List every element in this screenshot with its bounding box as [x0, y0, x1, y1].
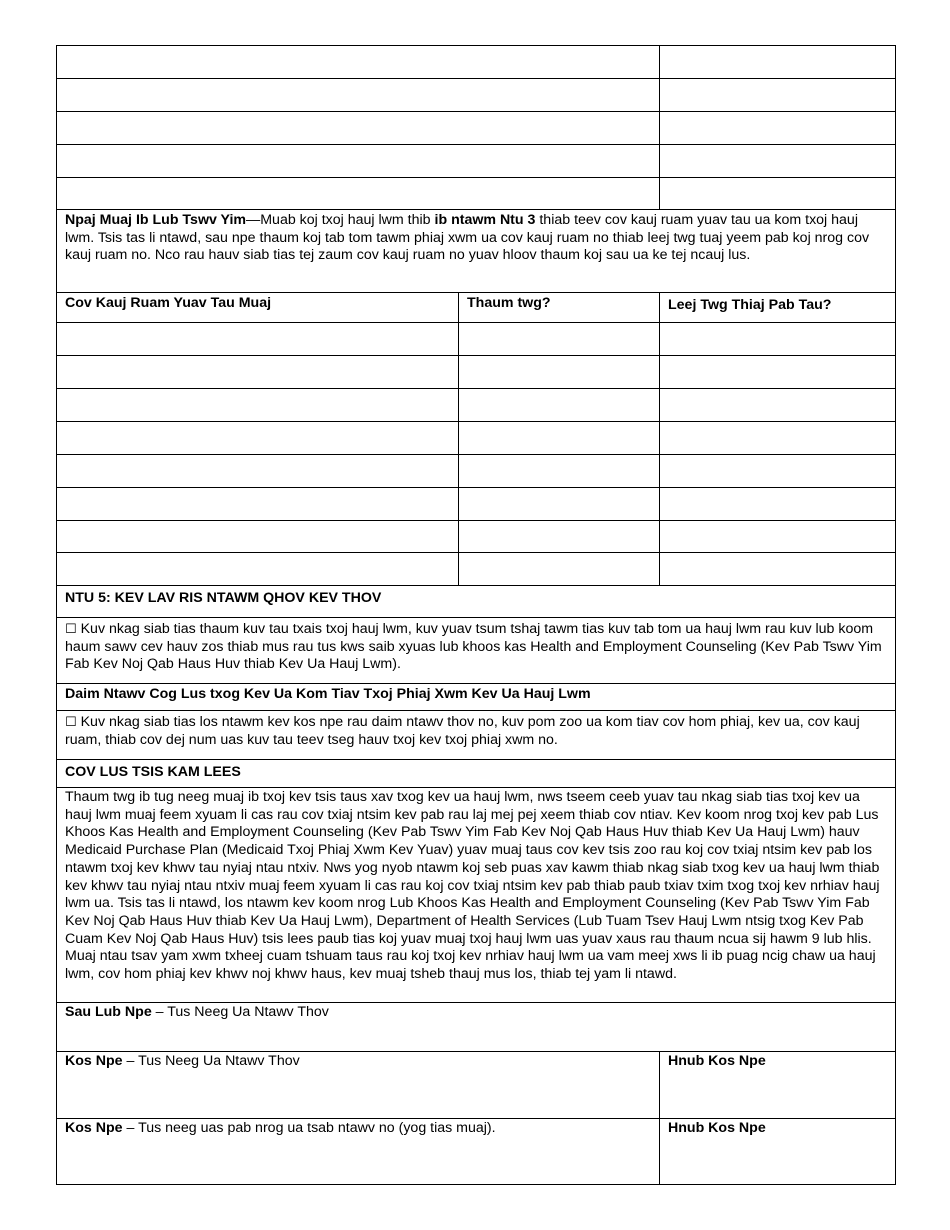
applicant-name-field[interactable]: [57, 1003, 896, 1052]
blank-cell[interactable]: [57, 46, 660, 79]
applicant-signature-label-bold: Kos Npe: [65, 1053, 123, 1069]
who-cell[interactable]: [660, 488, 896, 521]
step-row: [57, 389, 896, 422]
when-cell[interactable]: [459, 323, 660, 356]
form-page: [56, 45, 895, 1185]
section5-title: NTU 5: KEV LAV RIS NTAWM QHOV KEV THOV: [65, 590, 382, 606]
helper-date-label: Hnub Kos Npe: [668, 1120, 766, 1136]
section5-title-row: [57, 586, 896, 618]
when-cell[interactable]: [459, 521, 660, 553]
blank-row: [57, 178, 896, 210]
step-row: [57, 521, 896, 553]
step-cell[interactable]: [57, 323, 459, 356]
who-cell[interactable]: [660, 521, 896, 553]
applicant-name-label-bold: Sau Lub Npe: [65, 1004, 152, 1020]
who-cell[interactable]: [660, 323, 896, 356]
helper-signature-label-bold: Kos Npe: [65, 1120, 123, 1136]
checkbox-icon[interactable]: ☐: [65, 622, 77, 637]
section5-subtitle-row: [57, 684, 896, 711]
who-cell[interactable]: [660, 553, 896, 586]
blank-row: [57, 46, 896, 79]
helper-date-field[interactable]: [660, 1119, 896, 1185]
support-plan-text: thiab teev cov kauj ruam yuav tau ua kom txoj hauj lwm. Tsis tas li ntawd, sau npe thaum koj tab tom tawm phiaj xwm ua cov kauj ruam no thiab leej twg tuaj yeem pab koj nrog cov kauj ruam no. Nco rau hauv siab tias tej zaum cov kauj ruam no yuav hloov thaum koj sau ua ke tej ncauj lus.: [65, 212, 870, 264]
who-cell[interactable]: [660, 356, 896, 389]
applicant-signature-label: [57, 1052, 659, 1070]
section5-checkbox2-text-block: [57, 711, 895, 751]
support-plan-text: —Muab koj txoj hauj lwm thib: [246, 212, 435, 228]
when-cell[interactable]: [459, 488, 660, 521]
blank-cell[interactable]: [57, 112, 660, 145]
support-plan-title: Npaj Muaj Ib Lub Tswv Yim: [65, 212, 247, 228]
helper-signature-field[interactable]: [57, 1119, 660, 1185]
section5-checkbox1-text: Kuv nkag siab tias thaum kuv tau txais txoj hauj lwm, kuv yuav tsum tshaj tawm tias kuv tab tom ua hauj lwm rau kuv lub koom haum sawv cev hauv zos thiab mus rau tus kws saib xyuas lub khoos kas Health and Employment Counseling (Kev Pab Tswv Yim Fab Kev Noj Qab Haus Huv thiab Kev Ua Hauj Lwm).: [65, 621, 882, 673]
section5-subtitle: Daim Ntawv Cog Lus txog Kev Ua Kom Tiav Txoj Phiaj Xwm Kev Ua Hauj Lwm: [65, 686, 591, 702]
blank-cell[interactable]: [57, 145, 660, 178]
when-cell[interactable]: [459, 356, 660, 389]
step-cell[interactable]: [57, 389, 459, 422]
step-row: [57, 422, 896, 455]
steps-header-row: [57, 293, 896, 323]
col-header-when: Thaum twg?: [467, 295, 551, 311]
important-title: COV LUS TSIS KAM LEES: [65, 764, 241, 780]
step-cell[interactable]: [57, 553, 459, 586]
who-cell[interactable]: [660, 389, 896, 422]
section5-checkbox1-text-block: [57, 618, 895, 676]
blank-cell[interactable]: [660, 145, 896, 178]
support-plan-instructions: [57, 210, 895, 267]
step-row: [57, 553, 896, 586]
step-cell[interactable]: [57, 356, 459, 389]
step-cell[interactable]: [57, 488, 459, 521]
col-header-steps: Cov Kauj Ruam Yuav Tau Muaj: [65, 295, 272, 311]
applicant-date-field[interactable]: [660, 1052, 896, 1119]
applicant-name-label-rest: – Tus Neeg Ua Ntawv Thov: [151, 1004, 329, 1020]
blank-cell[interactable]: [660, 112, 896, 145]
blank-row: [57, 79, 896, 112]
who-cell[interactable]: [660, 422, 896, 455]
when-cell[interactable]: [459, 455, 660, 488]
section5-checkbox2-text: Kuv nkag siab tias los ntawm kev kos npe rau daim ntawv thov no, kuv pom zoo ua kom tiav cov hom phiaj, kev ua, cov kauj ruam, thiab cov dej num uas kuv tau teev tseg hauv txoj kev txoj phiaj xwm no.: [65, 714, 860, 748]
applicant-signature-row: [57, 1052, 896, 1119]
applicant-name-label: [57, 1003, 895, 1021]
step-cell[interactable]: [57, 455, 459, 488]
support-plan-bold-text: ib ntawm Ntu 3: [434, 212, 536, 228]
helper-signature-label-rest: – Tus neeg uas pab nrog ua tsab ntawv no (yog tias muaj).: [122, 1120, 496, 1136]
applicant-name-row: [57, 1003, 896, 1052]
important-title-row: [57, 760, 896, 788]
applicant-signature-label-rest: – Tus Neeg Ua Ntawv Thov: [122, 1053, 300, 1069]
step-row: [57, 356, 896, 389]
when-cell[interactable]: [459, 553, 660, 586]
helper-signature-row: [57, 1119, 896, 1185]
important-body: Thaum twg ib tug neeg muaj ib txoj kev tsis taus xav txog kev ua hauj lwm, nws tseem ceeb yuav tau nkag siab tias txoj kev ua hauj lwm muaj feem xyuam li cas rau cov txiaj ntsim kev pab rau laj mej pej xeem thiab cov ntiav. Kev koom nrog txoj kev pab Lus Khoos Kas Health and Employment Counseling (Kev Pab Tswv Yim Fab Kev Noj Qab Haus Huv thiab Kev Ua Hauj Lwm) hauv Medicaid Purchase Plan (Medicaid Txoj Phiaj Xwm Kev Yuav) yuav muaj taus cov kev tsis zoo rau koj cov txiaj ntsim kev pab los ntawm txoj kev khwv tau nyiaj ntau ntxiv. Nws yog nyob ntawm koj seb puas xav kawm thiab nkag siab txog kev ua hauj lwm thiab kev khwv tau nyiaj ntau ntxiv muaj feem xyuam li cas rau koj cov txiaj ntsim kev pab thiab paub txiav txim txog txoj kev nrhiav hauj lwm ua. Tsis tas li ntawd, los ntawm kev koom nrog Lub Khoos Kas Health and Employment Counseling (Kev Pab Tswv Yim Fab Kev Noj Qab Haus Huv thiab Kev Ua Hauj Lwm), Department of Health Services (Lub Tuam Tsev Hauj Lwm ntsig txog Kev Pab Cuam Kev Noj Qab Haus Huv) tsis lees paub tias koj yuav muaj txoj hauj lwm uas yuav xaus rau thaum ncua sij hawm 9 lub hlis. Muaj ntau tsav yam xwm txheej cuam tshuam taus rau koj txoj kev nrhiav hauj lwm ua vam meej xws li ib puag ncig chaw ua hauj lwm, cov hom phiaj kev khwv noj khwv haus, kev muaj tsheb thauj mus los, thiab tej yam li ntawd.: [65, 789, 880, 983]
applicant-date-label: Hnub Kos Npe: [668, 1053, 766, 1069]
important-body-row: [57, 788, 896, 1003]
section5-checkbox2-row: [57, 711, 896, 760]
blank-row: [57, 112, 896, 145]
checkbox-icon[interactable]: ☐: [65, 715, 77, 730]
step-row: [57, 488, 896, 521]
form-table: [56, 45, 896, 1185]
step-cell[interactable]: [57, 521, 459, 553]
section5-checkbox1-row: [57, 618, 896, 684]
blank-cell[interactable]: [660, 46, 896, 79]
when-cell[interactable]: [459, 389, 660, 422]
blank-cell[interactable]: [57, 79, 660, 112]
support-plan-row: [57, 210, 896, 293]
blank-row: [57, 145, 896, 178]
step-cell[interactable]: [57, 422, 459, 455]
helper-signature-label: [57, 1119, 659, 1137]
when-cell[interactable]: [459, 422, 660, 455]
blank-cell[interactable]: [57, 178, 660, 210]
blank-cell[interactable]: [660, 79, 896, 112]
step-row: [57, 455, 896, 488]
step-row: [57, 323, 896, 356]
blank-cell[interactable]: [660, 178, 896, 210]
who-cell[interactable]: [660, 455, 896, 488]
col-header-who: Leej Twg Thiaj Pab Tau?: [668, 297, 832, 313]
applicant-signature-field[interactable]: [57, 1052, 660, 1119]
